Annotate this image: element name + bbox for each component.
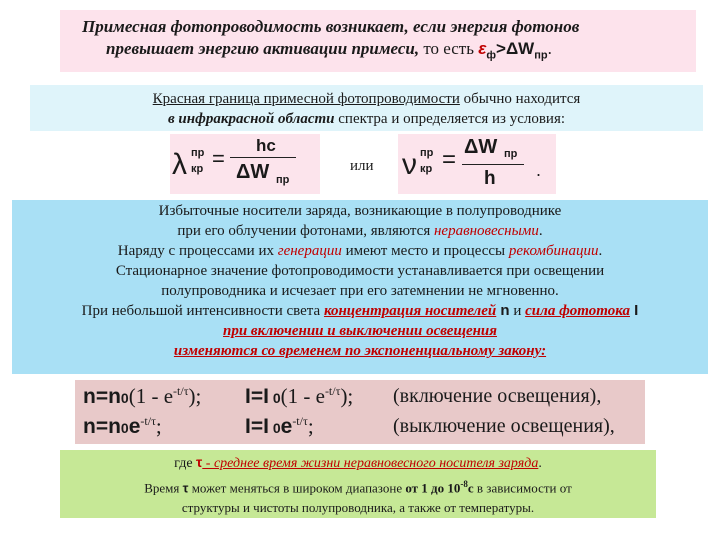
switch-off-i: I=I $0e^{-t/\tau}$; [245,414,314,438]
switch-off-note: (выключение освещения), [393,415,615,437]
fraction-bar [230,157,296,158]
switch-off-n: $n=n0e^{-t/\tau}$; [83,414,162,438]
carriers-line5: полупроводника и исчезает при его затемнении не мгновенно. [161,283,559,299]
definition-line2: превышает энергию активации примеси, то есть $\varepsilon_ф>\Delta W_{пр}$. [106,39,552,62]
exponential-law-box [75,380,645,444]
red-limit-line2: в инфракрасной области спектра и определяется из условия: [167,111,566,127]
carriers-line3: Наряду с процессами их генерации имеют место и процессы рекомбинации. [117,243,603,259]
or-label: или [350,158,374,174]
lifetime-line1: где τ - среднее время жизни неравновесного носителя заряда. [174,454,542,471]
lifetime-line3: структуры и чистоты полупроводника, а также от температуры. [181,500,535,516]
switch-on-n: $n=n0(1 - e^{-t/\tau})$; [83,384,202,408]
carriers-line4: Стационарное значение фотопроводимости устанавливается при освещении [115,263,605,279]
carriers-line7: при включении и выключении освещения [222,323,497,339]
switch-on-note: (включение освещения), [393,385,602,407]
switch-on-i: I=I $0(1 - e^{-t/\tau})$; [245,384,354,408]
fraction-bar [462,164,524,165]
red-limit-line1: Красная граница примесной фотопроводимости обычно находится [152,91,581,107]
definition-box [60,10,696,72]
carriers-line8: изменяются со временем по экспоненциальному закону: [173,343,547,359]
carriers-line2: при его облучении фотонами, являются неравновесными. [177,223,543,239]
lifetime-line2: Время τ может меняться в широком диапазоне от 1 до $10^{-8}с$ в зависимости от [144,479,572,496]
red-limit-box [30,85,703,131]
carriers-box [12,200,708,374]
definition-line1: Примесная фотопроводимость возникает, если энергия фотонов [82,17,580,36]
nu-formula: ν пр кр = ΔW пр h . [398,134,556,194]
carriers-line1: Избыточные носители заряда, возникающие в полупроводнике [158,203,562,219]
lambda-formula: λ пр кр = hc ΔW пр [170,134,320,194]
carriers-line6: При небольшой интенсивности света концентрация носителей n и сила фототока I [81,302,639,319]
lifetime-box [60,450,656,518]
